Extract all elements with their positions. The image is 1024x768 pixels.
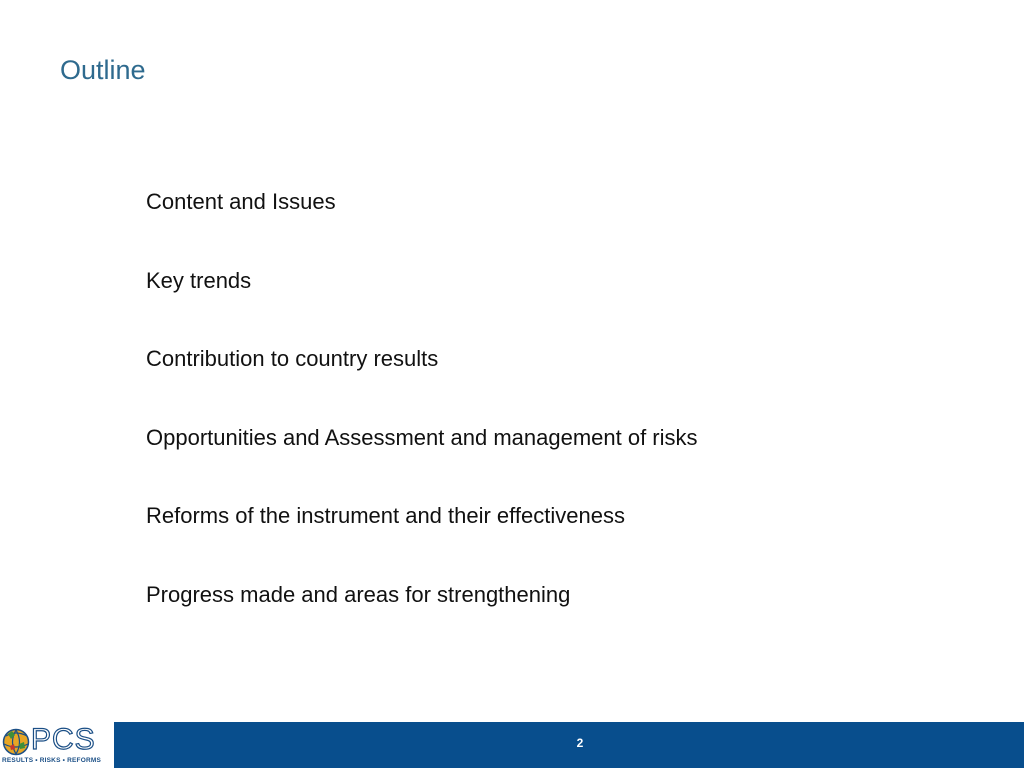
outline-item: Key trends [146,267,252,293]
outline-item: Content and Issues [146,189,336,214]
outline-list [146,188,698,660]
footer-bar [0,722,1024,768]
outline-item: Contribution to country results [146,346,439,372]
outline-item: Progress made and areas for strengthening [146,581,571,607]
globe-icon [0,722,34,756]
pcs-logo [0,722,114,768]
outline-item: Opportunities and Assessment and management of risks [146,424,698,450]
logo-text: PCS [31,723,96,756]
logo-tagline: RESULTS • RISKS • REFORMS [2,757,101,764]
slide-title: Outline [60,55,146,85]
outline-item: Reforms of the instrument and their effectiveness [146,503,625,529]
page-number: 2 [576,736,584,750]
